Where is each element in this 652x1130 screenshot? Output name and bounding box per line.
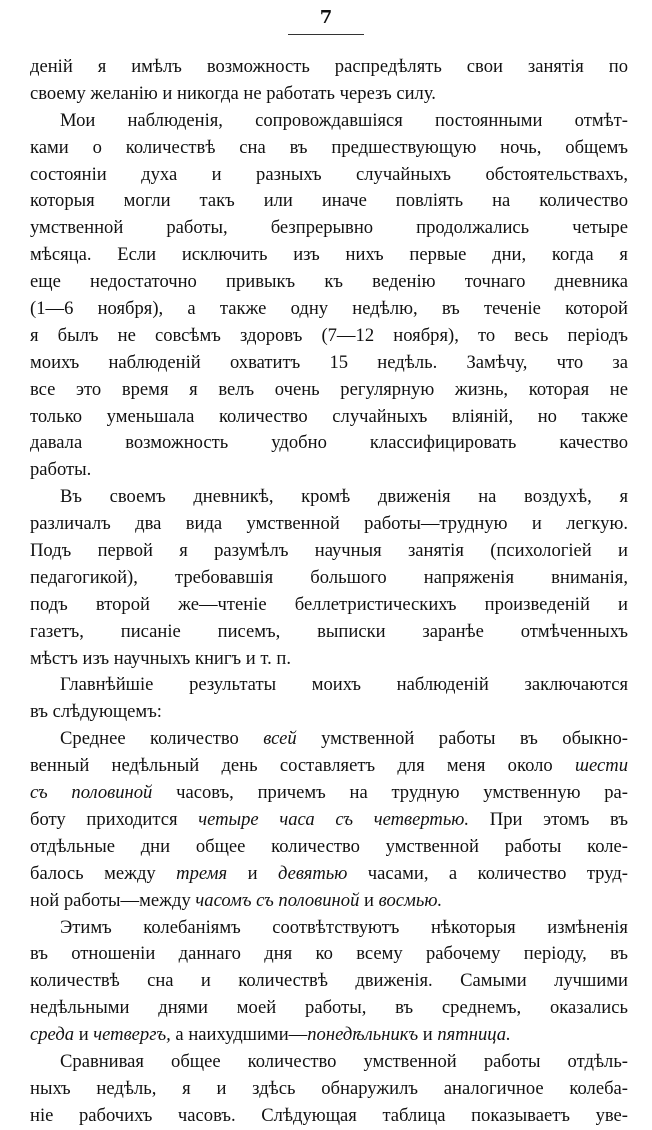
- paragraph: [30, 672, 628, 726]
- text-run: все это время я велъ очень регулярную жизнь, которая не: [30, 378, 628, 400]
- text-line: [30, 54, 628, 81]
- text-run: боту приходится: [30, 808, 199, 830]
- text-run: педагогикой), требовавшія большого напряженія вниманія,: [30, 566, 628, 588]
- text-line: [30, 888, 628, 915]
- header-rule: [288, 34, 364, 35]
- text-line: [30, 404, 628, 431]
- text-run: умственной работы, безпрерывно продолжались четыре: [30, 217, 628, 239]
- italic-phrase: тремя: [176, 862, 228, 884]
- text-line: [30, 941, 628, 968]
- text-line: [30, 350, 628, 377]
- text-line: [30, 565, 628, 592]
- text-line: [30, 1022, 628, 1049]
- text-run: ной работы—между: [30, 889, 196, 911]
- text-run: подъ второй же—чтеніе беллетристическихъ произведеній и: [30, 593, 628, 615]
- italic-phrase: пятница.: [437, 1024, 511, 1046]
- text-run: деній я имѣлъ возможность распредѣлять свои занятія по: [30, 56, 628, 77]
- text-run: Среднее количество: [60, 728, 264, 750]
- text-run: моихъ наблюденій охватитъ 15 недѣль. Замѣчу, что за: [30, 351, 628, 373]
- text-run: только уменьшала количество случайныхъ вліяній, но также: [30, 405, 628, 427]
- italic-phrase: восмью.: [378, 889, 443, 911]
- text-run: работы.: [30, 459, 92, 481]
- text-line: [30, 162, 628, 189]
- text-run: своему желанію и никогда не работать черезъ силу.: [30, 82, 436, 104]
- text-line: [30, 592, 628, 619]
- text-line: [30, 807, 628, 834]
- text-line: [30, 323, 628, 350]
- text-run: (1—6 ноября), а также одну недѣлю, въ теченіе которой: [30, 298, 628, 320]
- text-run: количествѣ сна и количествѣ движенія. Самыми лучшими: [30, 970, 628, 992]
- text-line: [30, 780, 628, 807]
- italic-phrase: часомъ съ половиной: [195, 889, 360, 911]
- italic-phrase: среда: [30, 1024, 75, 1046]
- text-line: [30, 726, 628, 753]
- text-line: [30, 430, 628, 457]
- text-line: [30, 81, 628, 108]
- text-run: различалъ два вида умственной работы—трудную и легкую.: [30, 513, 628, 535]
- italic-phrase: четвергъ,: [93, 1024, 171, 1046]
- text-line: [30, 457, 628, 484]
- body-text: [30, 54, 628, 1130]
- text-run: часовъ, причемъ на трудную умственную ра-: [152, 782, 628, 804]
- paragraph: [30, 54, 628, 108]
- text-line: [30, 242, 628, 269]
- text-line: [30, 511, 628, 538]
- text-run: недѣльными днями моей работы, въ среднемъ, оказались: [30, 997, 628, 1019]
- text-line: [30, 699, 628, 726]
- text-line: [30, 1103, 628, 1130]
- text-run: мѣстъ изъ научныхъ книгъ и т. п.: [30, 647, 291, 669]
- text-line: [30, 135, 628, 162]
- text-run: Въ своемъ дневникѣ, кромѣ движенія на воздухѣ, я: [60, 486, 628, 508]
- paragraph: [30, 484, 628, 672]
- text-run: Главнѣйшіе результаты моихъ наблюденій заключаются: [60, 674, 628, 696]
- text-run: въ отношеніи даннаго дня ко всему рабочему періоду, въ: [30, 943, 628, 965]
- text-run: и: [359, 889, 379, 911]
- paragraph: [30, 915, 628, 1049]
- text-run: Мои наблюденія, сопровождавшіяся постоянными отмѣт-: [60, 109, 628, 131]
- text-line: [30, 108, 628, 135]
- text-run: балось между: [30, 862, 177, 884]
- italic-phrase: четыре часа съ четвертью.: [198, 808, 470, 830]
- text-line: [30, 753, 628, 780]
- text-line: [30, 619, 628, 646]
- text-run: а наихудшими—: [170, 1024, 308, 1046]
- italic-phrase: понедѣльникъ: [307, 1024, 419, 1046]
- text-line: [30, 215, 628, 242]
- text-run: Этимъ колебаніямъ соотвѣтствуютъ нѣкоторыя измѣненія: [60, 916, 628, 938]
- text-run: въ слѣдующемъ:: [30, 701, 162, 723]
- text-line: [30, 995, 628, 1022]
- text-line: [30, 296, 628, 323]
- text-line: [30, 672, 628, 699]
- text-run: венный недѣльный день составляетъ для меня около: [30, 755, 575, 777]
- text-run: и: [418, 1024, 438, 1046]
- text-line: [30, 646, 628, 673]
- italic-phrase: шести: [574, 755, 628, 777]
- text-line: [30, 968, 628, 995]
- text-run: и: [74, 1024, 94, 1046]
- text-line: [30, 915, 628, 942]
- text-run: и: [227, 862, 278, 884]
- text-run: умственной работы въ обыкно-: [296, 728, 628, 750]
- text-run: которыя могли такъ или иначе повліять на количество: [30, 190, 628, 212]
- text-run: Сравнивая общее количество умственной работы отдѣль-: [60, 1050, 628, 1072]
- paragraph: [30, 108, 628, 484]
- text-run: ніе рабочихъ часовъ. Слѣдующая таблица показываетъ уве-: [30, 1104, 628, 1126]
- text-line: [30, 834, 628, 861]
- text-run: газетъ, писаніе писемъ, выписки заранѣе отмѣченныхъ: [30, 620, 628, 642]
- text-run: ныхъ недѣль, я и здѣсь обнаружилъ аналогичное колеба-: [30, 1077, 628, 1099]
- text-run: При этомъ въ: [469, 808, 628, 830]
- text-run: состояніи духа и разныхъ случайныхъ обстоятельствахъ,: [30, 163, 628, 185]
- text-run: мѣсяца. Если исключить изъ нихъ первые дни, когда я: [30, 244, 628, 266]
- text-line: [30, 538, 628, 565]
- italic-phrase: всей: [263, 728, 297, 750]
- text-line: [30, 188, 628, 215]
- paragraph: [30, 726, 628, 914]
- page-number: 7: [319, 7, 333, 28]
- text-line: [30, 377, 628, 404]
- italic-phrase: девятью: [278, 862, 348, 884]
- text-run: я былъ не совсѣмъ здоровъ (7—12 ноября), то весь періодъ: [30, 324, 628, 346]
- text-line: [30, 1049, 628, 1076]
- text-line: [30, 861, 628, 888]
- text-run: еще недостаточно привыкъ къ веденію точнаго дневника: [30, 271, 628, 293]
- text-run: давала возможность удобно классифицировать качество: [30, 432, 628, 454]
- text-run: Подъ первой я разумѣлъ научныя занятія (психологіей и: [30, 540, 628, 562]
- text-line: [30, 484, 628, 511]
- text-run: часами, а количество труд-: [347, 862, 628, 884]
- text-line: [30, 269, 628, 296]
- paragraph: [30, 1049, 628, 1130]
- text-line: [30, 1076, 628, 1103]
- text-run: отдѣльные дни общее количество умственной работы коле-: [30, 835, 628, 857]
- text-run: ками о количествѣ сна въ предшествующую ночь, общемъ: [30, 136, 628, 158]
- italic-phrase: съ половиной: [30, 782, 153, 804]
